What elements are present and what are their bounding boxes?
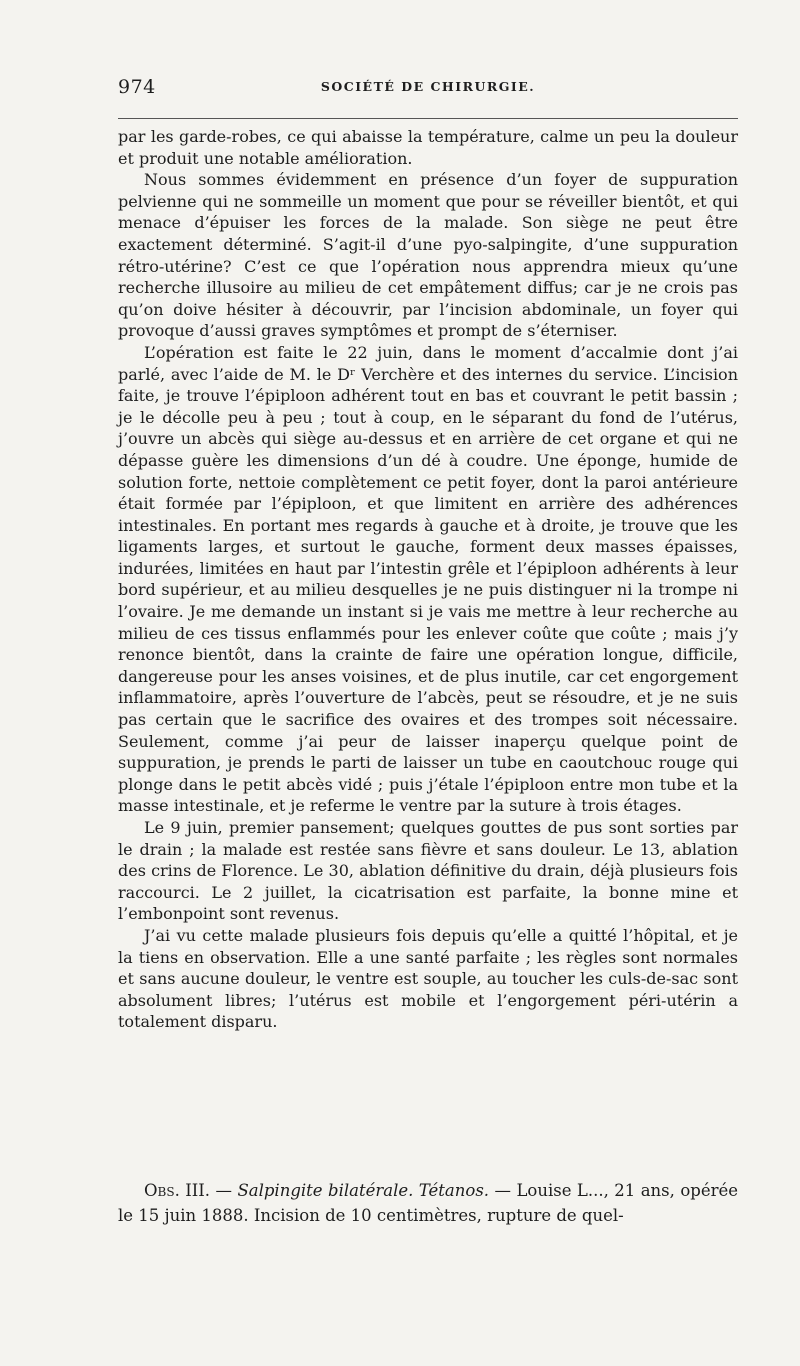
observation-label: Obs. III. —	[144, 1181, 232, 1200]
paragraph: J’ai vu cette malade plusieurs fois depuis qu’elle a quitté l’hôpital, et je la tiens en observation. Elle a une santé parfaite ; les règles sont normales et sans aucune douleur, le ventre est souple, au toucher les culs-de-sac sont absolument libres; l’utérus est mobile et l’engorgement péri-utérin a totalement disparu.	[118, 925, 738, 1032]
running-title: SOCIÉTÉ DE CHIRURGIE.	[320, 79, 536, 94]
body-text	[118, 126, 738, 1033]
observation-block	[118, 1178, 738, 1228]
page-number: 974	[118, 76, 156, 98]
page-header	[118, 76, 738, 98]
paragraph: Nous sommes évidemment en présence d’un foyer de suppuration pelvienne qui ne sommeille un moment que pour se réveiller bientôt, et qui menace d’épuiser les forces de la malade. Son siège ne peut être exactement déterminé. S’agit-il d’une pyo-salpingite, d’une suppuration rétro-utérine? C’est ce que l’opération nous apprendra mieux qu’une recherche illusoire au milieu de cet empâtement diffus; car je ne crois pas qu’on doive hésiter à découvrir, par l’incision abdominale, un foyer qui provoque d’aussi graves symptômes et prompt de s’éterniser.	[118, 170, 738, 341]
paragraph: L’opération est faite le 22 juin, dans le moment d’accalmie dont j’ai parlé, avec l’aide de M. le Dʳ Verchère et des internes du service. L’incision faite, je trouve l’épiploon adhérent tout en bas et couvrant le petit bassin ; je le décolle peu à peu ; tout à coup, en le séparant du fond de l’utérus, j’ouvre un abcès qui siège au-dessus et en arrière de cet organe et qui ne dépasse guère les dimensions d’un dé à coudre. Une éponge, humide de solution forte, nettoie complètement ce petit foyer, dont la paroi antérieure était formée par l’épiploon, et que limitent en arrière des adhérences intestinales. En portant mes regards à gauche et à droite, je trouve que les ligaments larges, et surtout le gauche, forment deux masses épaisses, indurées, limitées en haut par l’intestin grêle et l’épiploon adhérents à leur bord supérieur, et au milieu desquelles je ne puis distinguer ni la trompe ni l’ovaire. Je me demande un instant si je vais me mettre à leur recherche au milieu de ces tissus enflammés pour les enlever coûte que coûte ; mais j’y renonce bientôt, dans la crainte de faire une opération longue, difficile, dangereuse pour les anses voisines, et de plus inutile, car cet engorgement inflammatoire, après l’ouverture de l’abcès, peut se résoudre, et je ne suis pas certain que le sacrifice des ovaires et des trompes soit nécessaire. Seulement, comme j’ai peur de laisser inaperçu quelque point de suppuration, je prends le parti de laisser un tube en caoutchouc rouge qui plonge dans le petit abcès vidé ; puis j’étale l’épiploon entre mon tube et la masse intestinale, et je referme le ventre par la suture à trois étages.	[118, 342, 738, 816]
observation-paragraph	[118, 1178, 738, 1228]
observation-title: Salpingite bilatérale. Tétanos.	[237, 1181, 490, 1200]
observation-text: — Louise L..., 21 ans, opérée le 15 juin 1888. Incision de 10 centimètres, rupture de quel-	[118, 1181, 739, 1225]
paragraph: par les garde-robes, ce qui abaisse la température, calme un peu la douleur et produit une notable amélioration.	[118, 127, 738, 168]
header-rule	[118, 118, 738, 119]
paragraph: Le 9 juin, premier pansement; quelques gouttes de pus sont sorties par le drain ; la malade est restée sans fièvre et sans douleur. Le 13, ablation des crins de Florence. Le 30, ablation définitive du drain, déjà plusieurs fois raccourci. Le 2 juillet, la cicatrisation est parfaite, la bonne mine et l’embonpoint sont revenus.	[118, 818, 738, 924]
